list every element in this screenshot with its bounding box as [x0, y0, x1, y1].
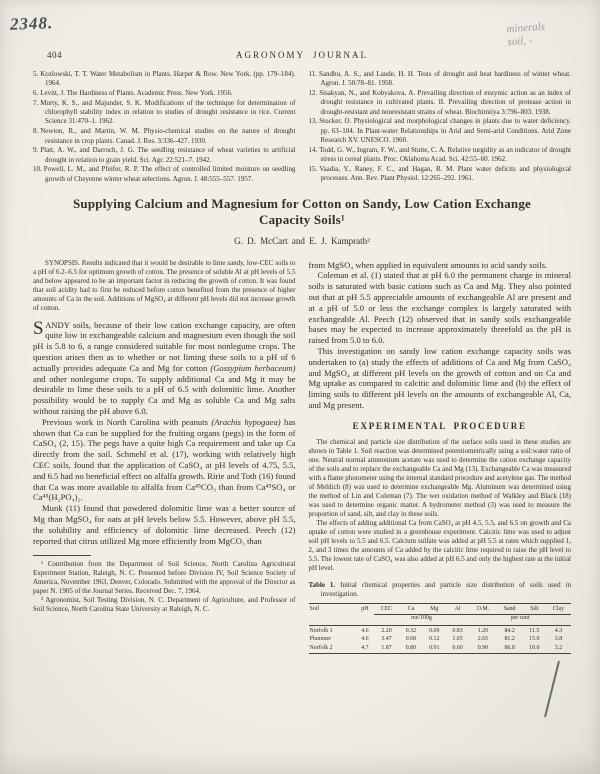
body-paragraph: Coleman et al. (1) stated that at pH 6.0 the permanent charge in mineral soils is saturated with basic cations such as Ca and Mg. They also pointed out that at pH 5.5 appreciable amounts of exchangeable Al are present and at a pH of 5.0 or less the exchange complex is largely saturated with exchangeable Al. Peech (12) observed that in sandy soils exchangeable bases may be expected to increase approximately threefold as the pH is raised from 5.0 to 6.0.: [308, 270, 571, 346]
table-header: [309, 603, 572, 625]
species-name: (Arachis hypogaea): [211, 416, 281, 427]
cell-cec: 1.87: [381, 644, 392, 651]
running-header: [33, 50, 571, 64]
column-header-mg: Mg: [430, 605, 439, 612]
reference-number: 9.: [33, 146, 39, 155]
table-row: [309, 644, 572, 653]
reference-number: 6.: [33, 89, 39, 98]
paragraph-text: ANDY soils, because of their low cation exchange capacity, are often quite low in exchangeable calcium and magnesium even though the soil pH is 5.8 to 6, a range considered suitable for most nonlegume crops. The question arises then as to whether or not liming these soils to a pH of 6 actually provides adequate Ca and Mg for cotton: [33, 319, 296, 373]
reference-text: Sisakyan, N., and Kobyakova, A. Prevailing direction of enzymic action as an index of drought resistance in cultivated plants. II. Prevailing direction of protease action in drought-resistant and nonresistant strains of wheat. Biochimiiya 3:796–803. 1938.: [319, 89, 571, 116]
units-per-cent: per cent: [469, 614, 571, 625]
cell-cec: 2.20: [374, 625, 400, 636]
reference-number: 15.: [308, 164, 318, 173]
body-paragraph: from MgSO₄ when applied in equivalent amounts to acid sandy soils.: [308, 259, 548, 270]
journal-title: AGRONOMY JOURNAL: [236, 50, 368, 60]
body-paragraph: This investigation on sandy low cation exchange capacity soils was undertaken to (a) study the effects of additions of Ca and Mg from CaSO₄ and MgSO₄ at different pH levels on the growth of cotton and on Ca and Mg uptake as compared to calcitic and dolomitic lime and (b) the effect of liming soils to different pH levels on the amounts of exchangeable Al, Ca, and Mg present.: [308, 345, 571, 410]
pen-stroke-mark: [544, 661, 560, 718]
handwritten-note: [506, 21, 546, 50]
cell-ph: 4.6: [356, 625, 374, 636]
cell-mg: 0.09: [423, 625, 446, 636]
article-authors: G. D. McCart and E. J. Kamprath²: [234, 235, 370, 246]
column-header-cec: CEC: [380, 605, 393, 612]
column-header-silt: Silt: [530, 605, 539, 612]
body-column-left: [33, 259, 296, 654]
reference-number: 14.: [308, 145, 318, 154]
reference-text: Powell, L. M., and Pfeifer, R. P. The effect of controlled limited moisture on seedling growth of Cheyenne winter wheat selections. Agron. J. 48:555–557. 1957.: [43, 165, 296, 183]
cell-silt: 10.0: [529, 644, 540, 651]
cell-mg: 0.12: [429, 636, 440, 643]
column-header-ph: pH: [361, 605, 369, 612]
cell-sand: 81.2: [504, 636, 515, 643]
soil-properties-table: [309, 603, 572, 654]
body-paragraph: [33, 417, 296, 503]
page-number: 404: [47, 50, 62, 60]
handwritten-note-line1: minerals: [505, 20, 545, 36]
body-column-right: [309, 260, 572, 654]
reference-item: [309, 89, 572, 117]
empty-cell: [356, 614, 374, 625]
body-paragraph: [33, 317, 296, 417]
table-caption-label: Table 1.: [308, 580, 336, 589]
reference-text: Platt, A. W., and Darroch, J. G. The seedling resistance of wheat varieties to artificial drought in relation to grain yield. Sci. Agr. 22:521–7. 1942.: [40, 146, 296, 164]
reference-text: Sandhu, A. S., and Laude, H. H. Tests of drought and heat hardiness of winter wheat. Agron. J. 50:78–81. 1958.: [319, 70, 571, 88]
cell-al: 0.60: [452, 644, 463, 651]
cell-clay: 3.8: [554, 636, 563, 643]
cell-ph: 4.6: [361, 636, 369, 643]
cell-al: 0.83: [446, 625, 469, 636]
column-header-sand: Sand: [503, 605, 516, 612]
table-body: [309, 625, 572, 653]
table-caption-text: Initial chemical properties and particle size distribution of soils used in investigation.: [320, 580, 571, 598]
handwritten-number: 2348.: [9, 13, 54, 34]
reference-text: Kozlowski, T. T. Water Metabolism in Plants. Harper & Row. New York. (pp. 179–184). 1964.: [40, 70, 296, 88]
cell-ph: 4.7: [361, 644, 369, 651]
article-title-block: [33, 196, 571, 246]
drop-cap: S: [33, 317, 44, 339]
references-list-right: [309, 70, 572, 185]
cell-om: 2.65: [477, 636, 489, 643]
cell-silt: 11.5: [523, 625, 546, 636]
reference-text: Newton, R., and Martin, W. M. Physio-chemical studies on the nature of drought resistance in crop plants. Canad. J. Res. 3:336–427. 1930.: [40, 127, 296, 145]
paragraph-text: and other nonlegume crops. To supply additional Ca and Mg it may be desirable to lime these soils to a pH of 6.5 with dolomitic lime. Another possibility would be to supply Ca and Mg as soluble Ca and Mg salts without raising the pH above 6.0.: [33, 373, 296, 416]
body-paragraph: Munk (11) found that powdered dolomitic lime was a better source of Mg than MgSO₄ for oats at pH levels below 5.5. However, above pH 5.5, the solubility and efficiency of dolomitic lime decreased. Peech (12) reported that citrus utilized Mg more efficiently from MgCO₃ than: [33, 503, 296, 546]
footnote-1: ¹ Contribution from the Department of Soil Science, North Carolina Agricultural Experiment Station, Raleigh, N. C. Presented before Division IV, Soil Science Society of America, November 1963, Denver, Colorado. Submitted with the approval of the Director as paper N. 1905 of the Journal Series. Received Dec. 7, 1964.: [33, 560, 296, 596]
cell-mg: 0.01: [429, 644, 440, 651]
column-header-ca: Ca: [407, 605, 415, 612]
experimental-paragraph: The effects of adding additional Ca from CaSO₄ at pH 4.5, 5.5, and 6.5 on growth and Ca uptake of cotton were studied in a greenhouse experiment. Calcitic lime was used to adjust soil pH levels to 5.5 and 6.5. Calcium sulfate was added at pH 5.5 at rates which supplied 1, 2, and 3 times the amounts of Ca added by the calcitic lime required to raise the pH level to 5.5. The lowest rate of CaSO₄ was also added at pH 6.5 and only the highest rate at the initial pH level.: [308, 518, 571, 572]
column-header-clay: Clay: [552, 605, 565, 612]
reference-item: [309, 117, 572, 145]
cell-clay: 4.3: [546, 625, 571, 636]
reference-item: [309, 70, 572, 89]
experimental-paragraph: The chemical and particle size distribution of the surface soils used in these studies are shown in Table 1. Soil reaction was determined potentiometrically using a soil:water ratio of one. Neutral normal ammonium acetate was used to determine the cation exchange capacity of the soils and to replace the exchangeable Ca and Mg (13). Exchangeable Ca was measured with a flame photometer using the internal standard procedure and acetylene gas. The method of Mehlich (8) was used to determine exchangeable Mg. Aluminum was determined using the method of Lin and Coleman (7). The wet oxidation method of Walkley and Black (18) was used to determine organic matter. A hydrometer method (3) was used to measure the proportion of sand, silt, and clay in these soils.: [308, 437, 571, 518]
column-header-al: Al: [454, 605, 461, 612]
cell-om: 1.20: [469, 625, 496, 636]
article-body: [33, 259, 571, 654]
species-name: (Gossypium herbaceum): [210, 362, 296, 373]
column-header-soil: Soil: [309, 605, 319, 612]
reference-number: 8.: [33, 127, 39, 136]
reference-item: [33, 165, 296, 184]
reference-item: [33, 70, 296, 89]
reference-text: Vaadia, Y., Raney, F. C., and Hagan, R. M. Plant water deficits and physiological processes. Ann. Rev. Plant Physiol. 12:265–292. 1961.: [319, 164, 571, 183]
table-row: [309, 636, 572, 645]
cell-soil: Plummer: [309, 636, 332, 643]
cell-sand: 86.8: [504, 644, 515, 651]
table-header-row: [309, 603, 572, 614]
cell-soil: Norfolk 2: [309, 644, 333, 651]
references-list-left: [33, 70, 296, 185]
cell-soil: Norfolk 1: [309, 625, 357, 636]
cell-sand: 84.2: [497, 625, 523, 636]
reference-item: [309, 165, 572, 184]
column-header-om: O.M.: [476, 605, 490, 612]
reference-text: Stocker, O. Physiological and morphological changes in plants due to water deficiency. pp. 63–104. In Plant-water Relationships in Arid and Semi-arid Conditions. Arid Zone Research XV. UNESCO. 1960.: [319, 117, 571, 145]
section-heading-experimental-procedure: EXPERIMENTAL PROCEDURE: [352, 420, 527, 431]
reference-item: [33, 146, 296, 165]
reference-text: Murty, K. S., and Majunder, S. K. Modifications of the technique for determination of chlorophyll stability index in relation to studies of drought resistance in rice. Current Science 31:470–1. 1962.: [40, 98, 296, 126]
page-content: [33, 70, 571, 654]
references-section: [33, 70, 571, 185]
reference-number: 11.: [308, 70, 317, 78]
paragraph-text: has shown that Ca can be supplied for the fruiting organs (pegs) in the form of CaSO₄ (2, 15). The pegs have a quite high Ca requirement and take up Ca directly from the soil. Schmehl et al. (17), working with relatively high CEC soils, found that the application of CaSO₄ at pH levels of 4.75, 5.5, and 6.5 had no beneficial effect on alfalfa growth. Ririe and Toth (16) found that Ca was more available to alfalfa from Ca⁴⁵CO₃ than from Ca⁴⁵SO₄ or Ca⁴⁵(H₂PO₄)₂.: [33, 416, 296, 503]
reference-number: 5.: [33, 70, 39, 78]
reference-number: 12.: [308, 89, 318, 98]
footnote-2: ² Agronomist, Soil Testing Division, N. C. Department of Agriculture, and Professor of Soil Science, North Carolina State University at Raleigh, N. C.: [33, 596, 296, 614]
reference-number: 7.: [33, 98, 39, 107]
reference-item: [33, 99, 296, 127]
paragraph-text: Previous work in North Carolina with peanuts: [42, 416, 212, 427]
synopsis-paragraph: SYNOPSIS. Results indicated that it would be desirable to lime sandy, low-CEC soils to a pH of 6.2–6.5 for optimum growth of cotton. The presence of soluble Al at pH levels of 5.5 and below appeared to be an important factor in reducing the growth of cotton. It was found that soil acidity had to first be reduced before cotton benefited from the presence of higher amounts of Ca in the soil. Additions of MgSO₄ at different pH levels did not increase growth of cotton.: [33, 258, 296, 312]
article-title: Supplying Calcium and Magnesium for Cotton on Sandy, Low Cation Exchange Capacity Soils¹: [72, 195, 532, 228]
reference-item: [33, 89, 296, 98]
cell-cec: 3.47: [381, 636, 392, 643]
cell-ca: 0.68: [405, 636, 417, 643]
empty-cell: [309, 614, 357, 625]
cell-al: 1.65: [452, 636, 463, 643]
reference-text: Levitt, J. The Hardiness of Plants. Academic Press. New York. 1956.: [40, 89, 233, 98]
handwritten-note-line2: soil, -: [506, 34, 533, 49]
cell-clay: 3.2: [554, 644, 563, 651]
table-caption: [309, 581, 572, 599]
reference-number: 13.: [308, 117, 318, 126]
table-row: [309, 625, 572, 636]
reference-item: [33, 127, 296, 146]
cell-ca: 0.32: [399, 625, 422, 636]
reference-number: 10.: [33, 165, 42, 174]
cell-om: 0.90: [477, 644, 489, 651]
cell-silt: 15.0: [529, 636, 540, 643]
units-me-per-100g: me/100g: [374, 614, 469, 625]
cell-ca: 0.80: [405, 644, 417, 651]
footnote-divider: [33, 555, 91, 556]
reference-item: [309, 146, 572, 165]
reference-text: Todd, G. W., Ingram, F. W., and Stutte, C. A. Relative turgidity as an indicator of drought stress in cereal plants. Proc. Oklahoma Acad. Sci. 42:55–60. 1962.: [319, 145, 571, 164]
table-units-row: [309, 614, 572, 625]
